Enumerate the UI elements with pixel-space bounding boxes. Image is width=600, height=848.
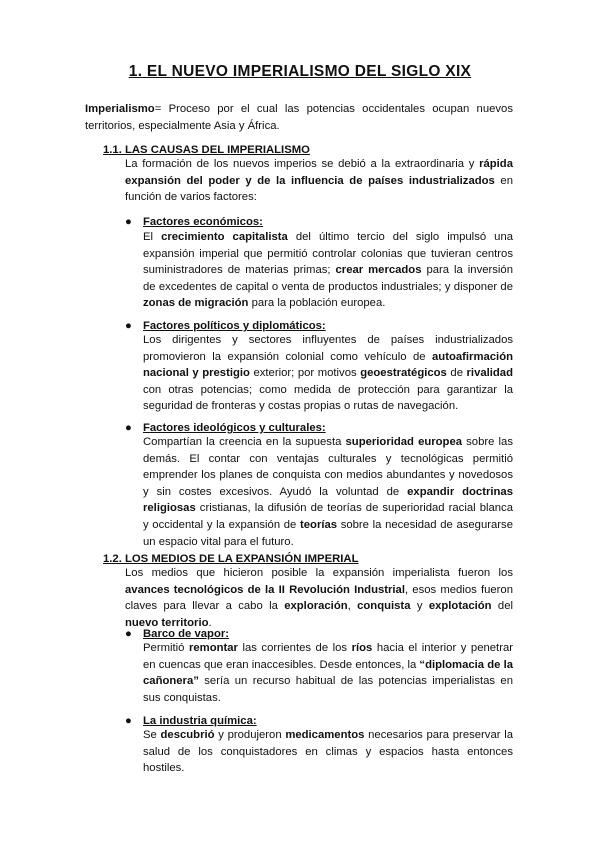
factor-paragraph-chemical (143, 727, 513, 777)
text-run: El (143, 231, 162, 243)
intro-text: en función de varios factores: (125, 174, 513, 204)
bullet-icon: ● (125, 715, 132, 727)
text-run: , (347, 600, 358, 613)
bold-phrase: nuevo territorio (125, 616, 209, 629)
section-intro-means (125, 565, 513, 631)
bold-phrase: conquista (357, 600, 411, 613)
factor-heading-economic (125, 214, 263, 230)
bold-phrase: avances tecnológicos de la II Revolución Industrial (125, 583, 405, 596)
bullet-icon: ● (125, 320, 132, 332)
factor-label: La industria química: (143, 715, 257, 727)
bold-phrase: autoafirmación nacional y prestigio (143, 350, 513, 380)
text-run: para la población europea. (248, 297, 386, 310)
bullet-icon: ● (125, 422, 132, 434)
text-run: del último tercio del siglo impulsó una expansión imperial que permitió controlar colonias que tuvieran centros suministradores de materias primas; (143, 231, 514, 277)
bold-phrase: crecimiento capitalista (161, 231, 288, 243)
factor-paragraph-steamboat (143, 640, 513, 706)
text-run: Permitió (143, 642, 189, 654)
bullet-icon: ● (125, 216, 132, 228)
intro-text: La formación de los nuevos imperios se debió a la extraordinaria y (125, 158, 480, 170)
bold-phrase: medicamentos (285, 729, 365, 741)
text-run: sería un recurso habitual de las potencias imperialistas en sus conquistas. (143, 675, 513, 704)
text-run: exterior; por motivos (249, 367, 361, 380)
text-run: hacia el interior y penetrar en cuencas que eran inaccesibles. Desde entonces, la (143, 642, 514, 671)
text-run: , esos medios fueron claves para llevar a cabo la (125, 583, 513, 613)
text-run: necesarios para preservar la salud de los conquistadores en climas y espacios hasta entonces hostiles. (143, 729, 513, 775)
text-run: Los medios que hicieron posible la expansión imperialista fueron los (125, 567, 513, 579)
intro-bold: rápida expansión del poder y de la influencia de países industrializados (125, 158, 513, 187)
text-run: y (410, 600, 429, 613)
text-run: cristianas, la difusión de teorías de superioridad racial blanca y occidental y la expansión de (143, 502, 513, 531)
definition-term: Imperialismo (85, 103, 155, 115)
bold-phrase: “diplomacia de la cañonera” (143, 658, 513, 688)
bullet-icon: ● (125, 628, 132, 640)
definition-paragraph (85, 101, 513, 134)
factor-paragraph-political (143, 332, 513, 415)
text-run: Se (143, 729, 161, 741)
bold-phrase: geoestratégicos (360, 367, 447, 380)
page-title: 1. EL NUEVO IMPERIALISMO DEL SIGLO XIX (128, 63, 472, 80)
bold-phrase: remontar (188, 642, 238, 654)
text-run: . (208, 616, 212, 629)
text-run: Compartían la creencia en la supuesta (143, 436, 346, 448)
text-run: las corrientes de los (237, 642, 352, 654)
text-run: sobre la necesidad de asegurarse un espacio vital para el futuro. (143, 518, 513, 548)
bold-phrase: explotación (428, 600, 492, 613)
factor-paragraph-economic (143, 229, 513, 312)
section-heading-causes: 1.1. LAS CAUSAS DEL IMPERIALISMO (103, 144, 310, 156)
text-run: para la inversión de excedentes de capital o venta de productos industriales; y disponer de (143, 264, 514, 293)
bold-phrase: ríos (351, 642, 373, 654)
section-intro-causes (125, 156, 513, 206)
bold-phrase: zonas de migración (143, 297, 249, 310)
text-run: Los dirigentes y sectores influyentes de países industrializados promovieron la expansión colonial como vehículo de (143, 334, 513, 363)
factor-label: Barco de vapor: (143, 628, 230, 640)
text-run: con otras potencias; como medida de protección para garantizar la seguridad de fronteras y costas propias o rutas de navegación. (143, 383, 513, 413)
section-heading-means: 1.2. LOS MEDIOS DE LA EXPANSIÓN IMPERIAL (103, 553, 359, 565)
bold-phrase: exploración (284, 600, 348, 613)
bold-phrase: crear mercados (335, 264, 422, 277)
text-run: sobre las demás. El contar con ventajas culturales y tecnológicas permitió emprender los planes de conquista con medios abundantes y novedosos y sin costes excesivos. Ayudó la voluntad de (143, 436, 513, 498)
factor-paragraph-ideological (143, 434, 513, 550)
bold-phrase: rivalidad (466, 367, 513, 380)
factor-label: Factores ideológicos y culturales: (143, 422, 326, 434)
bold-phrase: expandir doctrinas religiosas (143, 485, 513, 515)
text-run: del (491, 600, 514, 613)
definition-text: Proceso por el cual las potencias occidentales ocupan nuevos territorios, especialmente Asia y África. (85, 103, 513, 132)
bold-phrase: teorías (300, 518, 338, 531)
definition-separator: = (154, 103, 169, 115)
factor-label: Factores políticos y diplomáticos: (143, 320, 326, 332)
bold-phrase: superioridad europea (345, 436, 463, 448)
factor-label: Factores económicos: (143, 216, 263, 228)
text-run: y produjeron (214, 729, 286, 741)
bold-phrase: descubrió (160, 729, 215, 741)
text-run: de (446, 367, 467, 380)
